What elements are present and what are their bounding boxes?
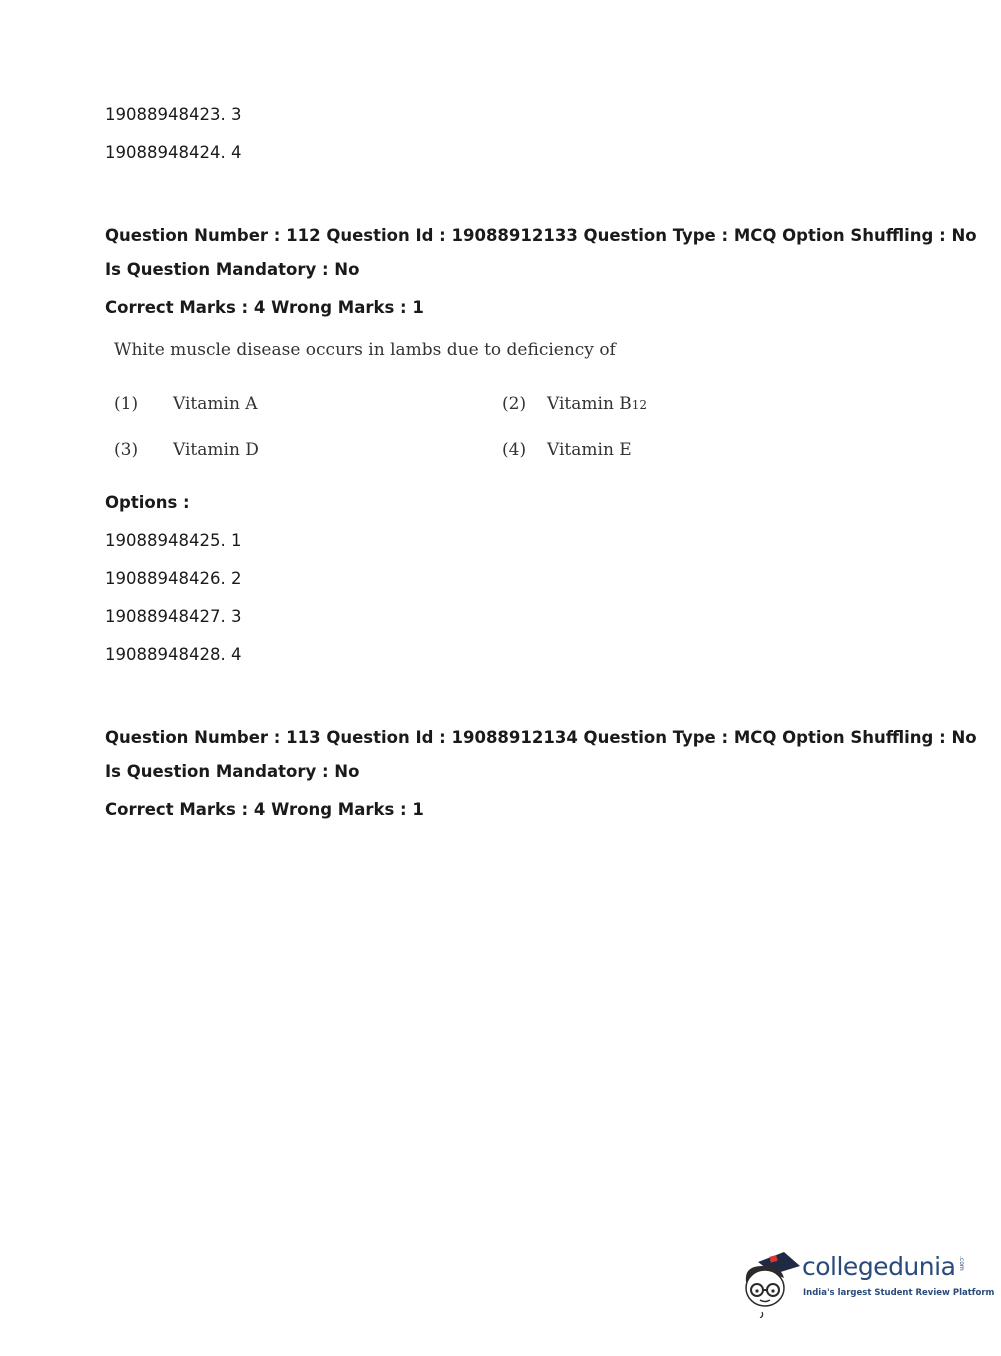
option-line: 19088948428. 4 [105,645,242,664]
question-113-mandatory: Is Question Mandatory : No [105,762,360,781]
choice-3-number: (3) [114,440,139,460]
option-line: 19088948424. 4 [105,143,242,162]
choice-1-text: Vitamin A [173,394,258,414]
mascot-icon [740,1248,802,1318]
logo-domain-suffix: .com [958,1256,965,1271]
question-112-header: Question Number : 112 Question Id : 19088912133 Question Type : MCQ Option Shuffling : No [105,226,977,245]
question-112-mandatory: Is Question Mandatory : No [105,260,360,279]
question-112-marks: Correct Marks : 4 Wrong Marks : 1 [105,298,424,317]
choice-2-number: (2) [502,394,527,414]
question-112-text: White muscle disease occurs in lambs due to deficiency of [114,340,616,360]
option-line: 19088948426. 2 [105,569,242,588]
collegedunia-logo[interactable] [740,1248,995,1318]
options-label: Options : [105,493,190,512]
choice-1-number: (1) [114,394,139,414]
choice-3-text: Vitamin D [173,440,259,460]
choice-2-subscript: 12 [631,398,648,412]
option-line: 19088948423. 3 [105,105,242,124]
option-line: 19088948427. 3 [105,607,242,626]
choice-2-text [547,394,647,414]
question-113-marks: Correct Marks : 4 Wrong Marks : 1 [105,800,424,819]
choice-4-text: Vitamin E [547,440,632,460]
choice-2-label: Vitamin B [547,394,632,414]
logo-wordmark: collegedunia [802,1252,956,1281]
question-113-header: Question Number : 113 Question Id : 19088912134 Question Type : MCQ Option Shuffling : No [105,728,977,747]
choice-4-number: (4) [502,440,527,460]
logo-tagline: India's largest Student Review Platform [803,1288,995,1298]
option-line: 19088948425. 1 [105,531,242,550]
